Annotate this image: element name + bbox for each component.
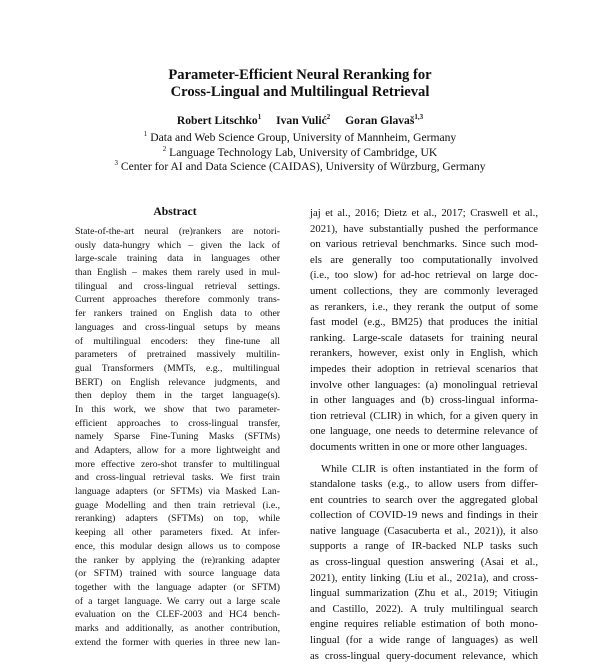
text-line: gual Transformers (MMTs, e.g., multilingual (75, 362, 280, 376)
text-line: documents written in one or more other languages. (310, 440, 538, 456)
abstract-heading: Abstract (75, 205, 275, 218)
text-line: ence, this modular design allows us to compose (75, 540, 280, 554)
body-column-right (310, 206, 538, 664)
text-line: native language (Casacuberta et al., 2021)), it also (310, 524, 538, 540)
text-line: 2021), entity linking (Liu et al., 2021a), and cross- (310, 571, 538, 587)
text-line: (or SFTM) trained with source language data (75, 567, 280, 581)
text-line: lingual (for a wide range of languages) as well (310, 633, 538, 649)
text-line: While CLIR is often instantiated in the form of (310, 462, 538, 478)
text-line: lingual summarization (Zhu et al., 2019; Vitiugin (310, 586, 538, 602)
body-paragraph-1 (310, 206, 538, 456)
text-line: together with the language adapter (or SFTM) (75, 581, 280, 595)
text-line: keeping all other parameters fixed. At infer- (75, 526, 280, 540)
text-line: collection of COVID-19 news and findings in their (310, 508, 538, 524)
text-line: and Adapters, allow for a more lightweight and (75, 444, 280, 458)
text-line: els are generally too computationally involved (310, 253, 538, 269)
text-line: languages and cross-lingual setups by means (75, 321, 280, 335)
text-line: In this work, we show that two parameter- (75, 403, 280, 417)
text-line: supports a range of IR-backed NLP tasks such (310, 539, 538, 555)
text-line: Current approaches therefore commonly trans- (75, 293, 280, 307)
text-line: ent countries to search over the aggregated global (310, 493, 538, 509)
text-line: large-scale training data in languages other (75, 252, 280, 266)
text-line: 2021), have substantially pushed the performance (310, 222, 538, 238)
author-list (0, 114, 600, 128)
text-line: then deploy them in the target language(s). (75, 389, 280, 403)
text-line: of a target language. We carry out a large scale (75, 595, 280, 609)
text-line: of multilingual encoders: they fine-tune all (75, 335, 280, 349)
text-line: ranking. Large-scale datasets for training neural (310, 331, 538, 347)
text-line: and cross-lingual retrieval tasks. We first train (75, 471, 280, 485)
text-line: impedes their adoption in retrieval scenarios that (310, 362, 538, 378)
affiliation: $^2$ Language Technology Lab, University of Cambridge, UK (0, 146, 600, 161)
text-line: rerankers, however, exist only in English, which (310, 346, 538, 362)
author: Goran Glavaš$^{1,3}$ (345, 114, 423, 127)
paper-title (0, 67, 600, 101)
text-line: than English – makes them rarely used in mul- (75, 266, 280, 280)
text-line: jaj et al., 2016; Dietz et al., 2017; Craswell et al., (310, 206, 538, 222)
text-line: (i.e., too slow) for ad-hoc retrieval on large doc- (310, 268, 538, 284)
text-line: BERT) on English relevance judgments, and (75, 376, 280, 390)
text-line: tilingual and cross-lingual retrieval settings. (75, 280, 280, 294)
text-line: ously data-hungry which – given the lack of (75, 239, 280, 253)
text-line: the ranker by applying the (re)ranking adapter (75, 554, 280, 568)
text-line: on various retrieval benchmarks. Since such mod- (310, 237, 538, 253)
text-line: State-of-the-art neural (re)rankers are notori- (75, 225, 280, 239)
text-line: more effective zero-shot transfer to multilingual (75, 458, 280, 472)
text-line: as cross-lingual question answering (Asai et al., (310, 555, 538, 571)
text-line: fer rankers trained on English data to other (75, 307, 280, 321)
body-paragraph-2 (310, 462, 538, 664)
text-line: and Castillo, 2022). A truly multilingual search (310, 602, 538, 618)
text-line: parameters of pretrained massively multilin- (75, 348, 280, 362)
affiliation: $^3$ Center for AI and Data Science (CAIDAS), University of Würzburg, Germany (0, 160, 600, 175)
author: Robert Litschko$^1$ (177, 114, 261, 127)
text-line: language adapters (or SFTMs) via Masked Lan- (75, 485, 280, 499)
text-line: tion retrieval (CLIR) in which, for a given query in (310, 409, 538, 425)
text-line: fast model (e.g., BM25) that produces the initial (310, 315, 538, 331)
text-line: in other languages and (b) cross-lingual informa- (310, 393, 538, 409)
text-line: marks and additionally, as another contribution, (75, 622, 280, 636)
author: Ivan Vulić$^2$ (276, 114, 330, 127)
title-line-2: Cross-Lingual and Multilingual Retrieval (0, 84, 600, 101)
text-line: one language, one needs to determine relevance of (310, 424, 538, 440)
text-line: efficient approaches to cross-lingual transfer, (75, 417, 280, 431)
text-line: evaluation on the CLEF-2003 and HC4 bench- (75, 608, 280, 622)
text-line: namely Sparse Fine-Tuning Masks (SFTMs) (75, 430, 280, 444)
text-line: engine requires reliable estimation of both mono- (310, 617, 538, 633)
text-line: extend the former with queries in three new lan- (75, 636, 280, 650)
title-line-1: Parameter-Efficient Neural Reranking for (0, 67, 600, 84)
text-line: involve other languages: (a) monolingual retrieval (310, 378, 538, 394)
text-line: as rerankers, i.e., they rerank the output of some (310, 300, 538, 316)
text-line: ument collections, they are commonly leveraged (310, 284, 538, 300)
text-line: reranking) adapters (SFTMs) on top, while (75, 512, 280, 526)
affiliation-list (0, 131, 600, 175)
affiliation: $^1$ Data and Web Science Group, University of Mannheim, Germany (0, 131, 600, 146)
text-line: guage Modelling and then train retrieval (i.e., (75, 499, 280, 513)
abstract-body (75, 225, 280, 649)
text-line: standalone tasks (e.g., to allow users from differ- (310, 477, 538, 493)
text-line: as cross-lingual query-document relevance, which (310, 649, 538, 664)
